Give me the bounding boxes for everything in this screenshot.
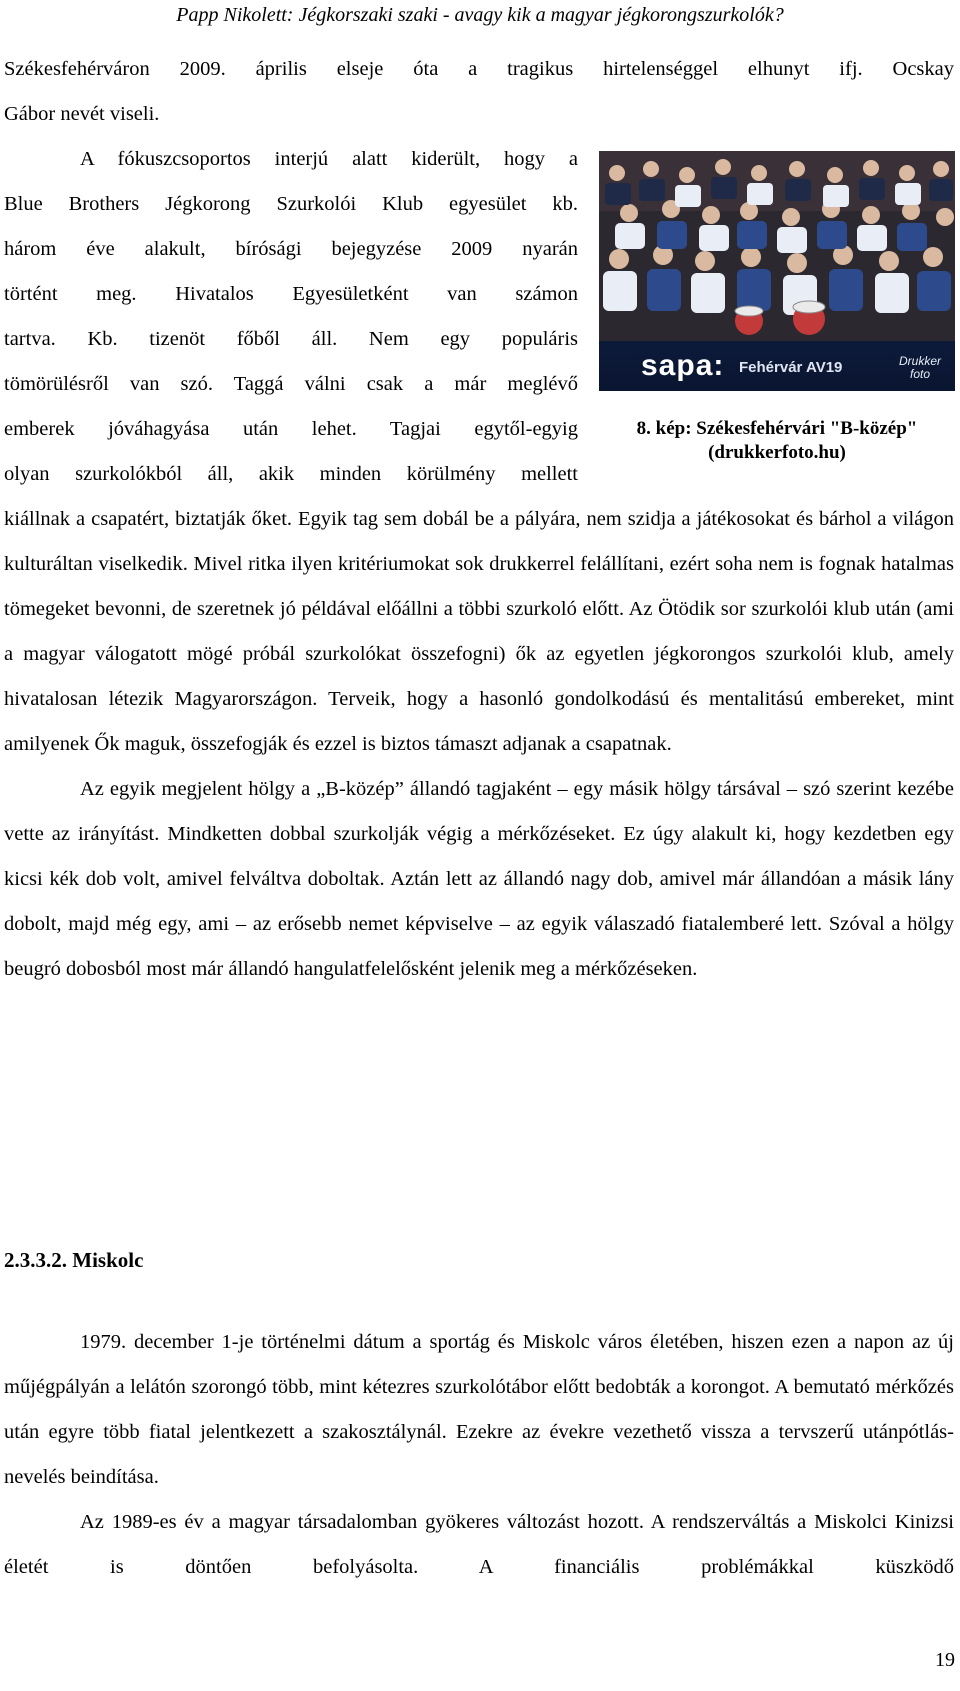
figure-caption-line-1: 8. kép: Székesfehérvári "B-közép" <box>636 418 918 439</box>
intro-line-2: Gábor nevét viseli. <box>4 103 160 125</box>
intro-line-1: Székesfehérváron 2009. április elseje óta a tragikus hirtelenséggel elhunyt ifj. Ocskay <box>4 58 954 80</box>
watermark-line-1: Drukker <box>898 354 941 368</box>
wrapped-line-2: Blue Brothers Jégkorong Szurkolói Klub egyesület kb. <box>4 193 578 215</box>
section-heading: 2.3.3.2. Miskolc <box>4 1248 144 1272</box>
wrapped-line-1: A fókuszcsoportos interjú alatt kiderült, hogy a <box>80 148 578 170</box>
page-number: 19 <box>935 1649 955 1671</box>
figure <box>599 151 955 465</box>
wrapped-paragraph <box>4 137 578 497</box>
wrapped-line-4: történt meg. Hivatalos Egyesületként van számon <box>4 283 578 305</box>
watermark-line-2: foto <box>909 367 930 381</box>
figure-caption-line-2: (drukkerfoto.hu) <box>708 442 846 463</box>
miskolc-text <box>4 1320 954 1590</box>
running-header: Papp Nikolett: Jégkorszaki szaki - avagy kik a magyar jégkorongszurkolók? <box>176 4 784 26</box>
banner-text: Fehérvár AV19 <box>739 359 843 376</box>
drukkerfoto-watermark <box>891 355 949 381</box>
wrapped-line-8: olyan szurkolókból áll, akik minden körülmény mellett <box>4 463 578 485</box>
miskolc-paragraph-1: 1979. december 1-je történelmi dátum a sportág és Miskolc város életében, hiszen ezen a napon az új műjégpályán a lelátón szorongó több, mint kétezres szurkolótábor előtt bedobták a korongot. A bemutató mérkőzés után egyre több fiatal jelentkezett a szakosztálynál. Ezekre az évekre vezethető vissza a tervszerű utánpótlás-nevelés beindítása. <box>4 1331 954 1488</box>
figure-caption <box>599 417 955 465</box>
wrapped-line-3: három éve alakult, bírósági bejegyzése 2009 nyarán <box>4 238 578 260</box>
intro-text <box>4 47 954 137</box>
arena-banner <box>599 341 955 391</box>
paragraph-drummers: Az egyik megjelent hölgy a „B-közép” állandó tagjaként – egy másik hölgy társával – szó szerint kezébe vette az irányítást. Mindketten dobbal szurkolják végig a mérkőzéseket. Ez úgy alakult ki, hogy kezdetben egy kicsi kék dob volt, amivel felváltva doboltak. Aztán lett az állandó nagy dob, amivel már állandóan a másik lány dobolt, majd még egy, ami – az erősebb nemet képviselve – az egyik válaszadó fiatalemberé lett. Szóval a hölgy beugró dobosból most már állandó hangulatfelelősként jelenik meg a mérkőzéseken. <box>4 778 954 980</box>
wrapped-line-6: tömörülésről van szó. Taggá válni csak a már meglévő <box>4 373 578 395</box>
fan-crowd-photo <box>599 151 955 391</box>
body-text <box>4 497 954 992</box>
paragraph-continuation: kiállnak a csapatért, biztatják őket. Egyik tag sem dobál be a pályára, nem szidja a játékosokat és bárhol a világon kulturáltan viselkedik. Mivel ritka ilyen kritériumokat sok drukkerrel felállítani, ezért soha nem is fognak hatalmas tömegeket bevonni, de szeretnek jó példával előállni a többi szurkoló előtt. Az Ötödik sor szurkolói klub után (ami a magyar válogatott mögé próbál szurkolókat összefogni) ők az egyetlen jégkorongos szurkolói klub, amely hivatalosan létezik Magyarországon. Terveik, hogy a hasonló gondolkodású és mentalitású embereket, mint amilyenek Ők maguk, összefogják és ezzel is biztos támaszt adjanak a csapatnak. <box>4 508 954 755</box>
wrapped-line-5: tartva. Kb. tizenöt főből áll. Nem egy populáris <box>4 328 578 350</box>
crowd-illustration <box>599 151 955 341</box>
miskolc-paragraph-2: Az 1989-es év a magyar társadalomban gyökeres változást hozott. A rendszerváltás a Miskolci Kinizsi életét is döntően befolyásolta. A financiális problémákkal küszködő <box>4 1511 954 1578</box>
banner-brand: sapa: <box>641 349 725 382</box>
wrapped-line-7: emberek jóváhagyása után lehet. Tagjai egytől-egyig <box>4 418 578 440</box>
